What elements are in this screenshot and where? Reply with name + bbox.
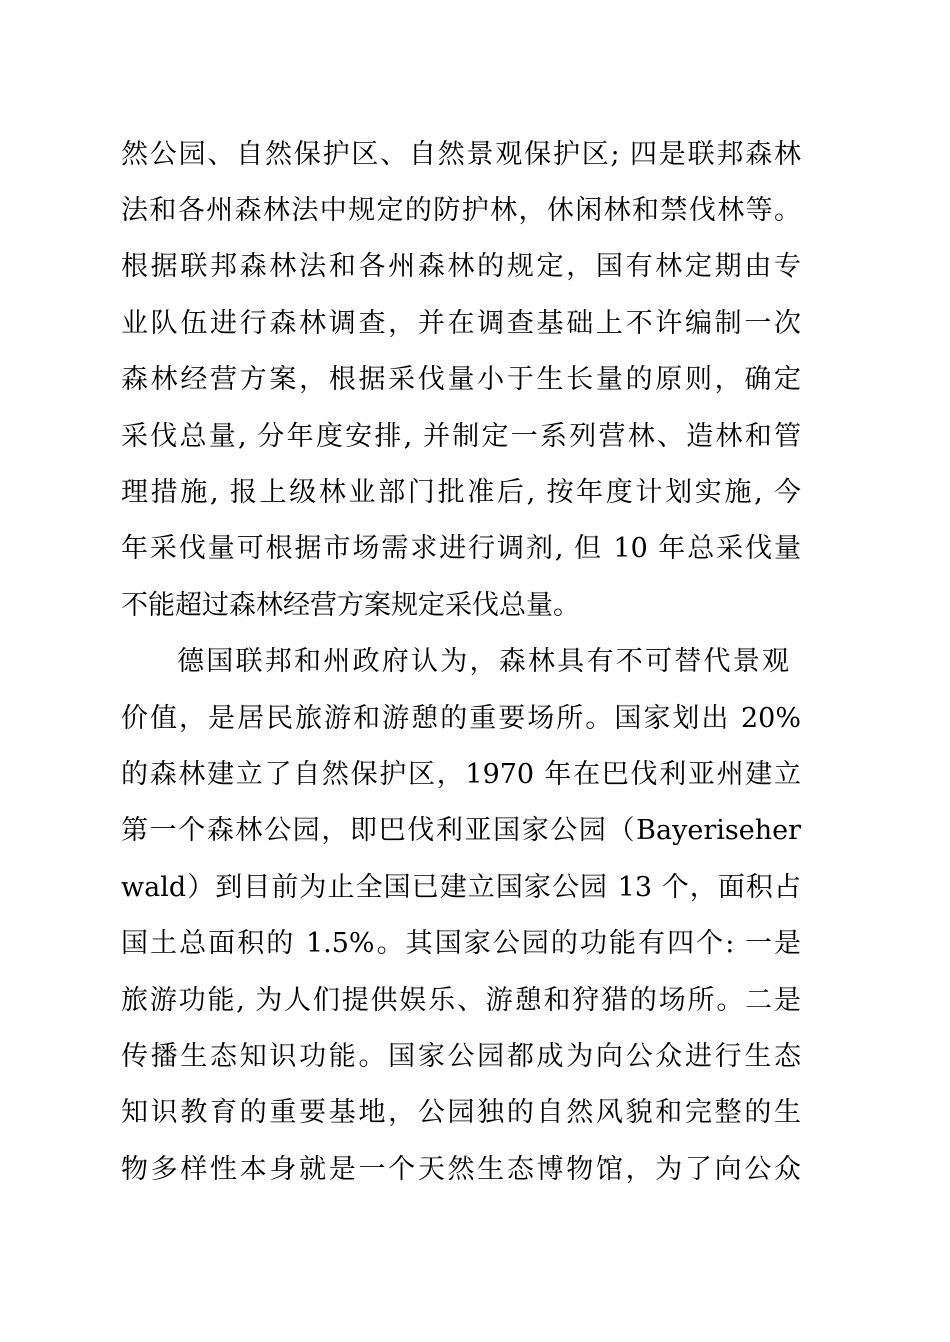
text-line: 业队伍进行森林调查，并在调查基础上不许编制一次 — [121, 308, 801, 339]
text-line: 森林经营方案，根据采伐量小于生长量的原则，确定 — [121, 364, 801, 395]
text-line: 价值，是居民旅游和游憩的重要场所。国家划出 20% — [121, 703, 801, 734]
text-line: 采伐总量, 分年度安排, 并制定一系列营林、造林和管 — [121, 421, 801, 452]
text-line: 年采伐量可根据市场需求进行调剂, 但 10 年总采伐量 — [121, 533, 801, 564]
text-line: 的森林建立了自然保护区，1970 年在巴伐利亚州建立 — [121, 759, 801, 790]
text-line: 国土总面积的 1.5%。其国家公园的功能有四个: 一是 — [121, 928, 801, 959]
paragraph-first-line: 德国联邦和州政府认为，森林具有不可替代景观 — [177, 646, 789, 677]
text-line: wald）到目前为止全国已建立国家公园 13 个，面积占 — [121, 872, 801, 903]
text-line: 第一个森林公园，即巴伐利亚国家公园（Bayeriseher — [121, 815, 801, 846]
text-line: 知识教育的重要基地，公园独的自然风貌和完整的生 — [121, 1097, 801, 1128]
text-line: 物多样性本身就是一个天然生态博物馆，为了向公众 — [121, 1154, 801, 1185]
text-line: 然公园、自然保护区、自然景观保护区; 四是联邦森林 — [121, 139, 801, 170]
paragraph-last-line: 不能超过森林经营方案规定采伐总量。 — [121, 590, 580, 621]
text-line: 理措施, 报上级林业部门批准后, 按年度计划实施, 今 — [121, 477, 801, 508]
text-line: 根据联邦森林法和各州森林的规定，国有林定期由专 — [121, 251, 801, 282]
text-line: 旅游功能, 为人们提供娱乐、游憩和狩猎的场所。二是 — [121, 985, 801, 1016]
text-line: 法和各州森林法中规定的防护林，休闲林和禁伐林等。 — [121, 195, 801, 226]
text-line: 传播生态知识功能。国家公园都成为向公众进行生态 — [121, 1041, 801, 1072]
